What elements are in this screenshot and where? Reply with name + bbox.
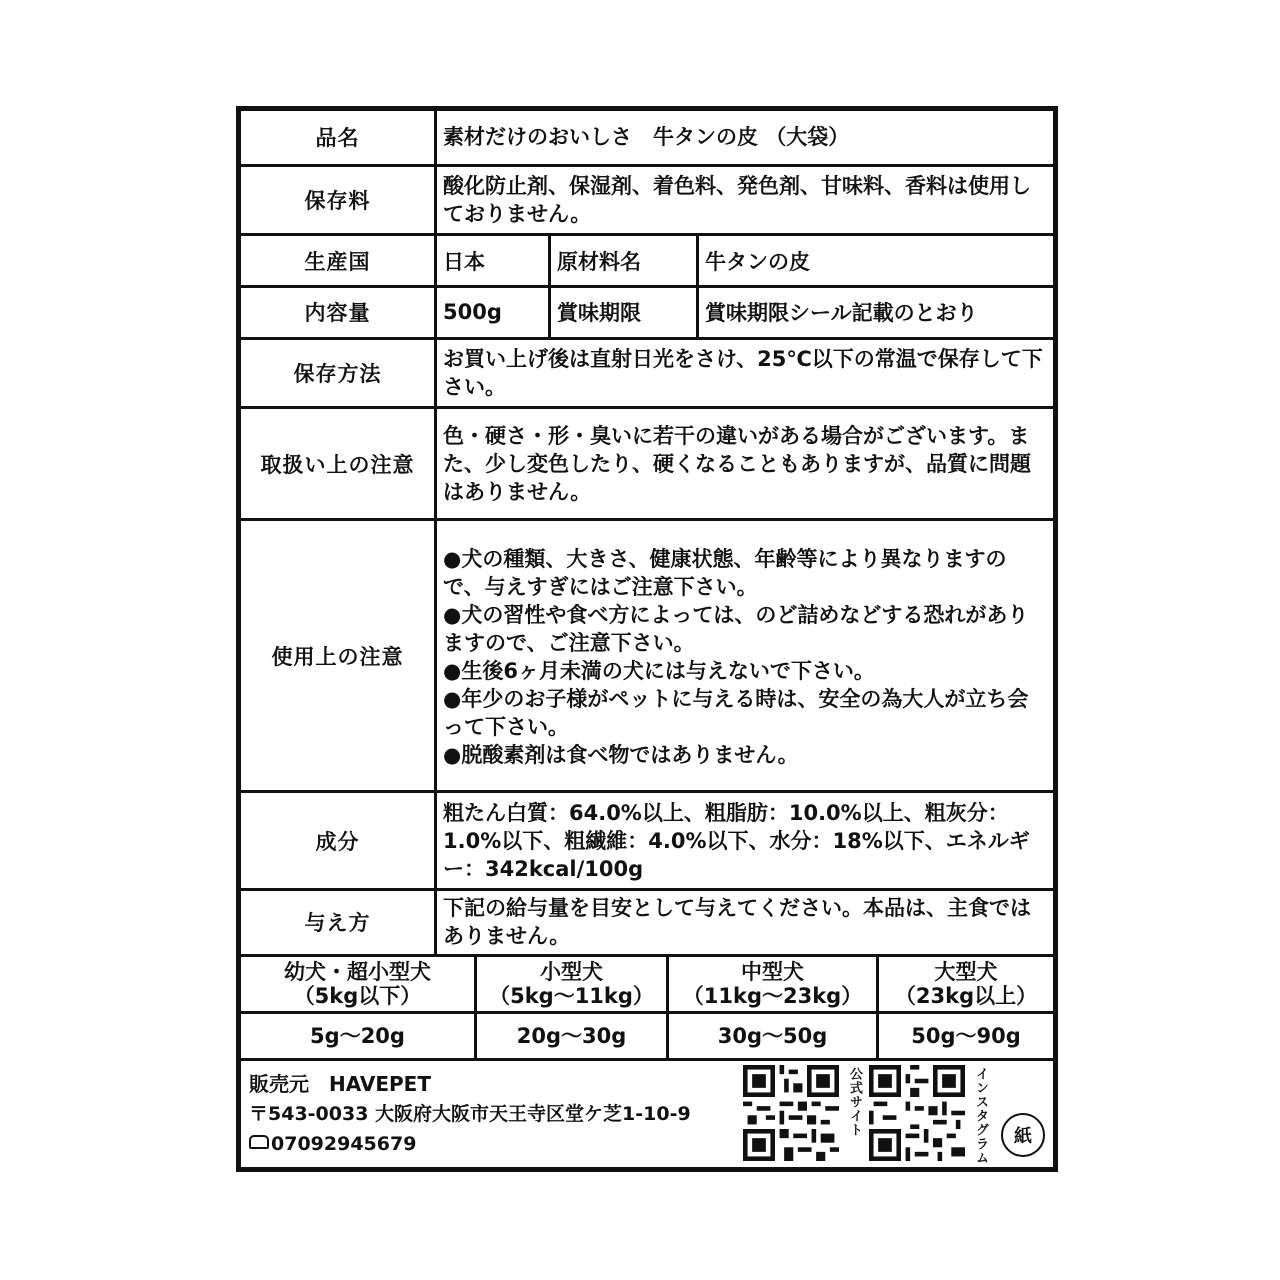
feeding-amount: 5g〜20g bbox=[241, 1014, 477, 1058]
feeding-size: 中型犬 bbox=[741, 959, 804, 984]
phone-icon bbox=[249, 1135, 269, 1149]
ingredient-value: 牛タンの皮 bbox=[705, 249, 810, 274]
row-country bbox=[241, 236, 1053, 288]
usage-note: ●犬の種類、大きさ、健康状態、年齢等により異なりますので、与えすぎにはご注意下さい。 bbox=[443, 546, 1007, 599]
paper-recycle-icon: 紙 bbox=[1001, 1113, 1045, 1157]
row-handling bbox=[241, 409, 1053, 520]
content-label: 内容量 bbox=[241, 288, 437, 337]
feeding-weight: （23kg以上） bbox=[894, 983, 1038, 1008]
product-label bbox=[236, 106, 1058, 1172]
storage-value: お買い上げ後は直射日光をさけ、25℃以下の常温で保存して下さい。 bbox=[443, 347, 1043, 400]
feeding-value: 下記の給与量を目安として与えてください。本品は、主食ではありません。 bbox=[443, 896, 1031, 949]
feeding-table-header bbox=[241, 957, 1053, 1014]
country-label: 生産国 bbox=[241, 236, 437, 285]
storage-label: 保存方法 bbox=[241, 340, 437, 407]
row-product-name bbox=[241, 111, 1053, 167]
feeding-size-cell bbox=[477, 957, 669, 1011]
feeding-size-cell bbox=[669, 957, 879, 1011]
usage-note: ●犬の習性や食べ方によっては、のど詰めなどする恐れがありますので、ご注意下さい。 bbox=[443, 602, 1029, 655]
feeding-label: 与え方 bbox=[241, 891, 437, 954]
feeding-table bbox=[241, 957, 1053, 1061]
feeding-table-amounts bbox=[241, 1014, 1053, 1058]
composition-label: 成分 bbox=[241, 793, 437, 888]
row-storage bbox=[241, 340, 1053, 410]
feeding-weight: （5kg〜11kg） bbox=[489, 983, 654, 1008]
ingredient-label: 原材料名 bbox=[551, 236, 699, 285]
country-value: 日本 bbox=[437, 236, 551, 285]
row-composition bbox=[241, 793, 1053, 891]
feeding-size: 大型犬 bbox=[934, 959, 998, 984]
usage-label: 使用上の注意 bbox=[241, 521, 437, 791]
seller-phone-line bbox=[249, 1129, 691, 1159]
qr-label-instagram: インスタグラム bbox=[973, 1066, 988, 1165]
usage-notes bbox=[437, 521, 1053, 791]
row-preservative bbox=[241, 167, 1053, 237]
feeding-size: 小型犬 bbox=[540, 959, 603, 984]
preservative-value: 酸化防止剤、保湿剤、着色料、発色剤、甘味料、香料は使用しておりません。 bbox=[443, 174, 1031, 227]
feeding-weight: （11kg〜23kg） bbox=[682, 983, 863, 1008]
feeding-weight: （5kg以下） bbox=[293, 983, 422, 1008]
composition-value: 粗たん白質：64.0%以上、粗脂肪：10.0%以上、粗灰分：1.0%以下、粗繊維：4.0%以下、水分：18%以下、エネルギー：342kcal/100g bbox=[443, 800, 1030, 881]
usage-note: ●年少のお子様がペットに与える時は、安全の為大人が立ち会って下さい。 bbox=[443, 686, 1029, 739]
qr-code-icon[interactable] bbox=[743, 1065, 839, 1161]
preservative-label: 保存料 bbox=[241, 167, 437, 234]
seller-name: 販売元 HAVEPET bbox=[249, 1071, 431, 1096]
feeding-size-cell bbox=[879, 957, 1053, 1011]
feeding-amount: 20g〜30g bbox=[477, 1014, 669, 1058]
handling-value: 色・硬さ・形・臭いに若干の違いがある場合がございます。また、少し変色したり、硬くなることもありますが、品質に問題はありません。 bbox=[443, 423, 1031, 504]
row-usage bbox=[241, 521, 1053, 794]
usage-note: ●脱酸素剤は食べ物ではありません。 bbox=[443, 742, 799, 767]
seller-phone: 07092945679 bbox=[271, 1132, 417, 1155]
qr-code-icon[interactable] bbox=[869, 1065, 965, 1161]
feeding-amount: 30g〜50g bbox=[669, 1014, 879, 1058]
qr-label-official-site: 公式サイト bbox=[847, 1066, 862, 1137]
usage-note: ●生後6ヶ月未満の犬には与えないで下さい。 bbox=[443, 658, 875, 683]
row-content bbox=[241, 288, 1053, 340]
bestbefore-label: 賞味期限 bbox=[551, 288, 699, 337]
row-feeding bbox=[241, 891, 1053, 957]
feeding-size-cell bbox=[241, 957, 477, 1011]
seller-footer bbox=[241, 1061, 1053, 1167]
seller-address: 〒543-0033 大阪府大阪市天王寺区堂ケ芝1-10-9 bbox=[249, 1102, 691, 1125]
bestbefore-value: 賞味期限シール記載のとおり bbox=[705, 301, 978, 326]
handling-label: 取扱い上の注意 bbox=[241, 409, 437, 517]
content-value: 500g bbox=[437, 288, 551, 337]
feeding-amount: 50g〜90g bbox=[911, 1023, 1021, 1048]
seller-info bbox=[241, 1061, 699, 1167]
product-name-value: 素材だけのおいしさ 牛タンの皮 （大袋） bbox=[443, 125, 850, 150]
feeding-size: 幼犬・超小型犬 bbox=[284, 959, 431, 984]
product-name-label: 品名 bbox=[241, 111, 437, 164]
